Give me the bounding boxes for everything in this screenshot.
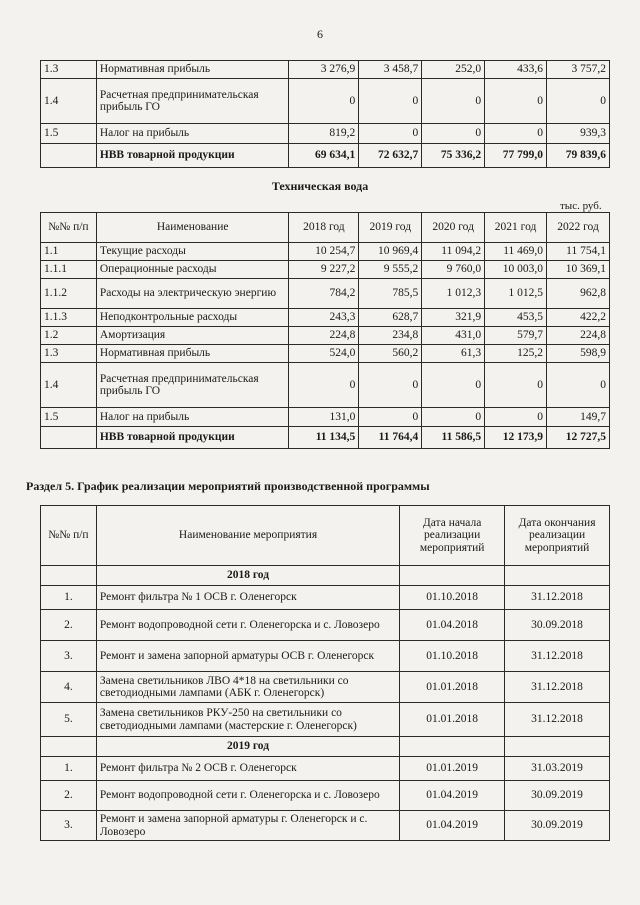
table-row [41, 757, 610, 781]
value-cell: 9 555,2 [359, 261, 422, 279]
value-cell: 785,5 [359, 279, 422, 309]
value-cell: 252,0 [422, 61, 485, 79]
header-end: Дата окончания реализации мероприятий [505, 506, 610, 566]
measure-name: Ремонт и замена запорной арматуры ОСВ г. Оленегорск [96, 641, 399, 672]
row-index: 1.3 [41, 61, 97, 79]
table-row [41, 363, 610, 408]
value-cell: 579,7 [485, 327, 547, 345]
value-cell: 125,2 [485, 345, 547, 363]
empty-cell [505, 566, 610, 586]
header-start: Дата начала реализации мероприятий [400, 506, 505, 566]
table-row [41, 261, 610, 279]
value-cell: 1 012,3 [422, 279, 485, 309]
value-cell: 11 586,5 [422, 427, 485, 449]
value-cell: 0 [359, 124, 422, 144]
value-cell: 0 [422, 363, 485, 408]
end-date: 31.03.2019 [505, 757, 610, 781]
measure-name: Замена светильников ЛВО 4*18 на светильники со светодиодными лампами (АБК г. Оленегорск) [96, 672, 399, 703]
row-index [41, 144, 97, 168]
header-num: №№ п/п [41, 506, 97, 566]
value-cell: 11 469,0 [485, 243, 547, 261]
table-row [41, 124, 610, 144]
units-label: тыс. руб. [560, 200, 602, 212]
tech-water-title: Техническая вода [271, 179, 369, 193]
value-cell: 12 727,5 [547, 427, 610, 449]
row-index: 1.4 [41, 79, 97, 124]
header-name: Наименование [96, 213, 289, 243]
start-date: 01.01.2018 [400, 703, 505, 737]
value-cell: 524,0 [289, 345, 359, 363]
header-year: 2020 год [422, 213, 485, 243]
header-year: 2018 год [289, 213, 359, 243]
value-cell: 3 276,9 [289, 61, 359, 79]
value-cell: 0 [289, 363, 359, 408]
row-name: Нормативная прибыль [96, 345, 289, 363]
measure-name: Замена светильников РКУ-250 на светильники со светодиодными лампами (мастерские г. Оленегорск) [96, 703, 399, 737]
row-name: НВВ товарной продукции [96, 427, 289, 449]
table-row [41, 279, 610, 309]
value-cell: 243,3 [289, 309, 359, 327]
value-cell: 1 012,5 [485, 279, 547, 309]
value-cell: 422,2 [547, 309, 610, 327]
value-cell: 962,8 [547, 279, 610, 309]
row-number: 2. [41, 781, 97, 811]
value-cell: 11 134,5 [289, 427, 359, 449]
header-num: №№ п/п [41, 213, 97, 243]
year-label: 2018 год [96, 566, 399, 586]
value-cell: 0 [485, 363, 547, 408]
value-cell: 11 094,2 [422, 243, 485, 261]
value-cell: 0 [547, 79, 610, 124]
value-cell: 598,9 [547, 345, 610, 363]
measure-name: Ремонт фильтра № 1 ОСВ г. Оленегорск [96, 586, 399, 610]
table-total-row [41, 144, 610, 168]
value-cell: 628,7 [359, 309, 422, 327]
value-cell: 0 [485, 124, 547, 144]
value-cell: 72 632,7 [359, 144, 422, 168]
table-row [41, 79, 610, 124]
value-cell: 11 754,1 [547, 243, 610, 261]
table-row [41, 811, 610, 841]
value-cell: 560,2 [359, 345, 422, 363]
start-date: 01.04.2018 [400, 610, 505, 641]
value-cell: 10 969,4 [359, 243, 422, 261]
table-row [41, 703, 610, 737]
row-index: 1.5 [41, 408, 97, 427]
row-index: 1.1.2 [41, 279, 97, 309]
row-name: Расчетная предпринимательская прибыль ГО [96, 79, 289, 124]
start-date: 01.10.2018 [400, 586, 505, 610]
row-number: 3. [41, 641, 97, 672]
measure-name: Ремонт и замена запорной арматуры г. Оленегорск и с. Ловозеро [96, 811, 399, 841]
end-date: 31.12.2018 [505, 641, 610, 672]
end-date: 31.12.2018 [505, 672, 610, 703]
year-row [41, 737, 610, 757]
value-cell: 0 [422, 124, 485, 144]
value-cell: 75 336,2 [422, 144, 485, 168]
value-cell: 0 [422, 79, 485, 124]
end-date: 31.12.2018 [505, 586, 610, 610]
value-cell: 10 369,1 [547, 261, 610, 279]
row-index [41, 427, 97, 449]
row-name: Неподконтрольные расходы [96, 309, 289, 327]
row-number: 4. [41, 672, 97, 703]
end-date: 30.09.2019 [505, 811, 610, 841]
start-date: 01.01.2018 [400, 672, 505, 703]
empty-cell [400, 566, 505, 586]
value-cell: 0 [359, 408, 422, 427]
row-name: Налог на прибыль [96, 408, 289, 427]
value-cell: 149,7 [547, 408, 610, 427]
row-number: 5. [41, 703, 97, 737]
row-name: Операционные расходы [96, 261, 289, 279]
value-cell: 453,5 [485, 309, 547, 327]
header-year: 2019 год [359, 213, 422, 243]
measure-name: Ремонт водопроводной сети г. Оленегорска и с. Ловозеро [96, 781, 399, 811]
row-index: 1.1.1 [41, 261, 97, 279]
table-row [41, 243, 610, 261]
schedule-table [40, 505, 610, 841]
value-cell: 939,3 [547, 124, 610, 144]
table-header-row [41, 213, 610, 243]
value-cell: 321,9 [422, 309, 485, 327]
value-cell: 819,2 [289, 124, 359, 144]
table-row [41, 309, 610, 327]
value-cell: 11 764,4 [359, 427, 422, 449]
table-total-row [41, 427, 610, 449]
value-cell: 0 [547, 363, 610, 408]
measure-name: Ремонт водопроводной сети г. Оленегорска и с. Ловозеро [96, 610, 399, 641]
value-cell: 224,8 [289, 327, 359, 345]
table-row [41, 61, 610, 79]
row-index: 1.3 [41, 345, 97, 363]
value-cell: 0 [359, 363, 422, 408]
end-date: 31.12.2018 [505, 703, 610, 737]
empty-cell [400, 737, 505, 757]
value-cell: 0 [485, 79, 547, 124]
row-name: НВВ товарной продукции [96, 144, 289, 168]
value-cell: 234,8 [359, 327, 422, 345]
table-row [41, 781, 610, 811]
measure-name: Ремонт фильтра № 2 ОСВ г. Оленегорск [96, 757, 399, 781]
table-row [41, 586, 610, 610]
row-index: 1.5 [41, 124, 97, 144]
row-name: Нормативная прибыль [96, 61, 289, 79]
value-cell: 0 [289, 79, 359, 124]
tech-water-table [40, 212, 610, 449]
empty-cell [41, 566, 97, 586]
start-date: 01.10.2018 [400, 641, 505, 672]
table-row [41, 641, 610, 672]
row-name: Расчетная предпринимательская прибыль ГО [96, 363, 289, 408]
row-number: 1. [41, 586, 97, 610]
value-cell: 69 634,1 [289, 144, 359, 168]
value-cell: 79 839,6 [547, 144, 610, 168]
value-cell: 61,3 [422, 345, 485, 363]
section5-title: Раздел 5. График реализации мероприятий производственной программы [26, 479, 430, 493]
row-number: 1. [41, 757, 97, 781]
end-date: 30.09.2019 [505, 781, 610, 811]
header-year: 2021 год [485, 213, 547, 243]
value-cell: 784,2 [289, 279, 359, 309]
header-year: 2022 год [547, 213, 610, 243]
row-name: Амортизация [96, 327, 289, 345]
value-cell: 433,6 [485, 61, 547, 79]
table-row [41, 408, 610, 427]
year-label: 2019 год [96, 737, 399, 757]
start-date: 01.01.2019 [400, 757, 505, 781]
header-name: Наименование мероприятия [96, 506, 399, 566]
year-row [41, 566, 610, 586]
value-cell: 0 [485, 408, 547, 427]
row-number: 3. [41, 811, 97, 841]
top-table [40, 60, 610, 168]
value-cell: 77 799,0 [485, 144, 547, 168]
table-row [41, 672, 610, 703]
row-name: Текущие расходы [96, 243, 289, 261]
row-name: Расходы на электрическую энергию [96, 279, 289, 309]
row-name: Налог на прибыль [96, 124, 289, 144]
table-header-row [41, 506, 610, 566]
value-cell: 3 458,7 [359, 61, 422, 79]
row-index: 1.1.3 [41, 309, 97, 327]
row-number: 2. [41, 610, 97, 641]
start-date: 01.04.2019 [400, 811, 505, 841]
empty-cell [505, 737, 610, 757]
value-cell: 0 [359, 79, 422, 124]
value-cell: 10 003,0 [485, 261, 547, 279]
page-number: 6 [317, 27, 323, 41]
table-row [41, 345, 610, 363]
value-cell: 10 254,7 [289, 243, 359, 261]
value-cell: 131,0 [289, 408, 359, 427]
value-cell: 3 757,2 [547, 61, 610, 79]
row-index: 1.1 [41, 243, 97, 261]
end-date: 30.09.2018 [505, 610, 610, 641]
value-cell: 9 760,0 [422, 261, 485, 279]
value-cell: 431,0 [422, 327, 485, 345]
table-row [41, 610, 610, 641]
row-index: 1.4 [41, 363, 97, 408]
empty-cell [41, 737, 97, 757]
value-cell: 0 [422, 408, 485, 427]
start-date: 01.04.2019 [400, 781, 505, 811]
value-cell: 9 227,2 [289, 261, 359, 279]
value-cell: 12 173,9 [485, 427, 547, 449]
value-cell: 224,8 [547, 327, 610, 345]
table-row [41, 327, 610, 345]
row-index: 1.2 [41, 327, 97, 345]
